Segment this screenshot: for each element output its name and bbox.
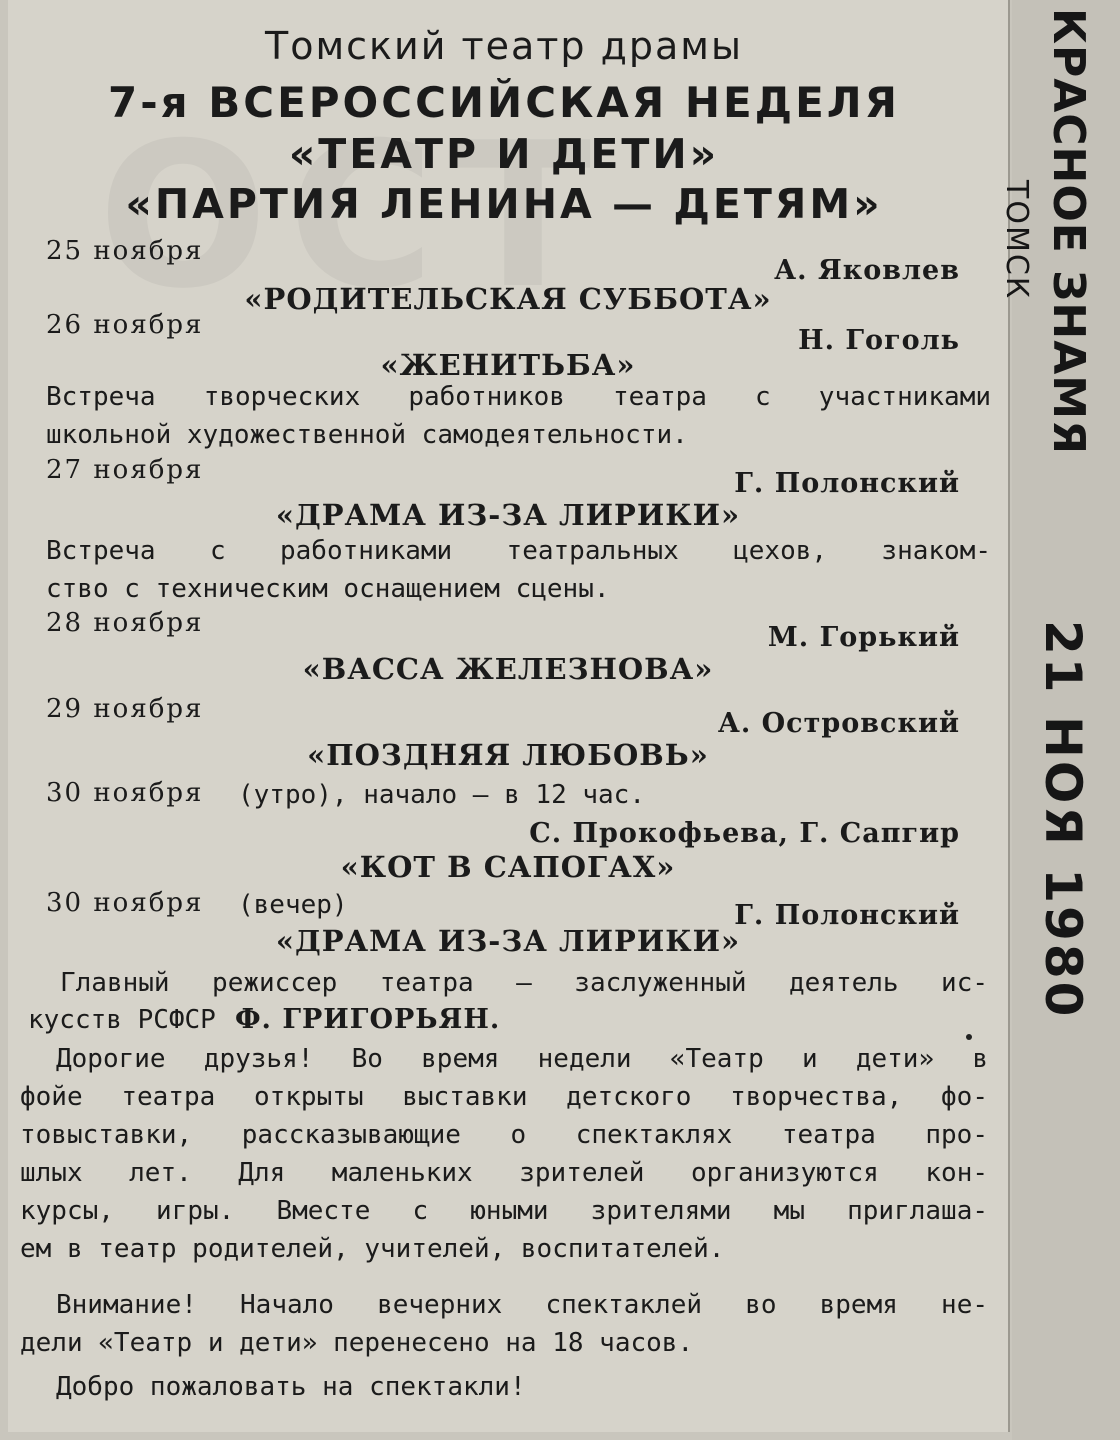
author-gogol: Н. Гоголь bbox=[798, 325, 960, 356]
play-vassa-zheleznova: «ВАССА ЖЕЛЕЗНОВА» bbox=[302, 652, 714, 686]
play-kot-v-sapogakh: «КОТ В САПОГАХ» bbox=[340, 850, 676, 884]
date-nov-26: 26 ноября bbox=[46, 310, 204, 340]
director-credit: кусств РСФСР bbox=[28, 1005, 216, 1035]
time-morning: (утро), начало — в 12 час. bbox=[238, 780, 645, 810]
date-nov-27: 27 ноября bbox=[46, 455, 204, 485]
date-nov-30-evening: 30 ноября bbox=[46, 888, 204, 918]
play-zhenitba: «ЖЕНИТЬБА» bbox=[380, 348, 636, 382]
newspaper-masthead-strip bbox=[999, 0, 1120, 1440]
appeal-line-1: Дорогие друзья! Во время недели «Театр и дети» в bbox=[56, 1044, 988, 1074]
play-roditelskaya-subbota: «РОДИТЕЛЬСКАЯ СУББОТА» bbox=[244, 282, 772, 316]
date-nov-29: 29 ноября bbox=[46, 694, 204, 724]
time-evening: (вечер) bbox=[238, 890, 348, 920]
newspaper-city: ТОМСК bbox=[999, 180, 1034, 301]
appeal-line-5: курсы, игры. Вместе с юными зрителями мы приглаша- bbox=[20, 1196, 988, 1226]
author-yakovlev: А. Яковлев bbox=[774, 255, 960, 286]
author-prokofieva-sapgir: С. Прокофьева, Г. Сапгир bbox=[529, 818, 960, 849]
date-stamp: 21 НОЯ 1980 bbox=[1034, 620, 1092, 1020]
event-title: 7-я ВСЕРОССИЙСКАЯ НЕДЕЛЯ bbox=[108, 78, 900, 127]
note-meeting-workshops-cont: ство с техническим оснащением сцены. bbox=[46, 574, 610, 604]
play-drama-iz-za-liriki-2: «ДРАМА ИЗ-ЗА ЛИРИКИ» bbox=[275, 924, 741, 958]
appeal-line-6: ем в театр родителей, учителей, воспитателей. bbox=[20, 1234, 725, 1264]
event-motto: «ПАРТИЯ ЛЕНИНА — ДЕТЯМ» bbox=[125, 180, 883, 228]
appeal-line-2: фойе театра открыты выставки детского творчества, фо- bbox=[20, 1082, 988, 1112]
date-nov-30-morning: 30 ноября bbox=[46, 778, 204, 808]
note-meeting-creative: Встреча творческих работников театра с участниками bbox=[46, 382, 991, 412]
author-polonsky: Г. Полонский bbox=[734, 468, 960, 499]
director-line-1: Главный режиссер театра — заслуженный деятель ис- bbox=[60, 968, 988, 998]
newspaper-name: КРАСНОЕ ЗНАМЯ bbox=[1043, 8, 1094, 455]
director-line-2 bbox=[28, 1004, 500, 1035]
newspaper-clipping bbox=[8, 0, 1010, 1432]
note-meeting-creative-cont: школьной художественной самодеятельности. bbox=[46, 420, 688, 450]
print-speck bbox=[966, 1034, 972, 1040]
theatre-name: Томский театр драмы bbox=[265, 24, 743, 68]
appeal-line-4: шлых лет. Для маленьких зрителей организуются кон- bbox=[20, 1158, 988, 1188]
appeal-line-3: товыставки, рассказывающие о спектаклях театра про- bbox=[20, 1120, 988, 1150]
date-nov-25: 25 ноября bbox=[46, 236, 204, 266]
author-gorky: М. Горький bbox=[767, 622, 960, 653]
author-ostrovsky: А. Островский bbox=[717, 708, 960, 739]
notice-line-1: Внимание! Начало вечерних спектаклей во время не- bbox=[56, 1290, 988, 1320]
play-pozdnyaya-lyubov: «ПОЗДНЯЯ ЛЮБОВЬ» bbox=[307, 738, 709, 772]
play-drama-iz-za-liriki: «ДРАМА ИЗ-ЗА ЛИРИКИ» bbox=[275, 498, 741, 532]
author-polonsky-2: Г. Полонский bbox=[734, 900, 960, 931]
note-meeting-workshops: Встреча с работниками театральных цехов, знаком- bbox=[46, 536, 991, 566]
event-name: «ТЕАТР И ДЕТИ» bbox=[288, 130, 720, 178]
director-name: Ф. ГРИГОРЬЯН. bbox=[234, 1004, 501, 1035]
date-nov-28: 28 ноября bbox=[46, 608, 204, 638]
notice-line-2: дели «Театр и дети» перенесено на 18 часов. bbox=[20, 1328, 694, 1358]
welcome-line: Добро пожаловать на спектакли! bbox=[56, 1372, 526, 1402]
